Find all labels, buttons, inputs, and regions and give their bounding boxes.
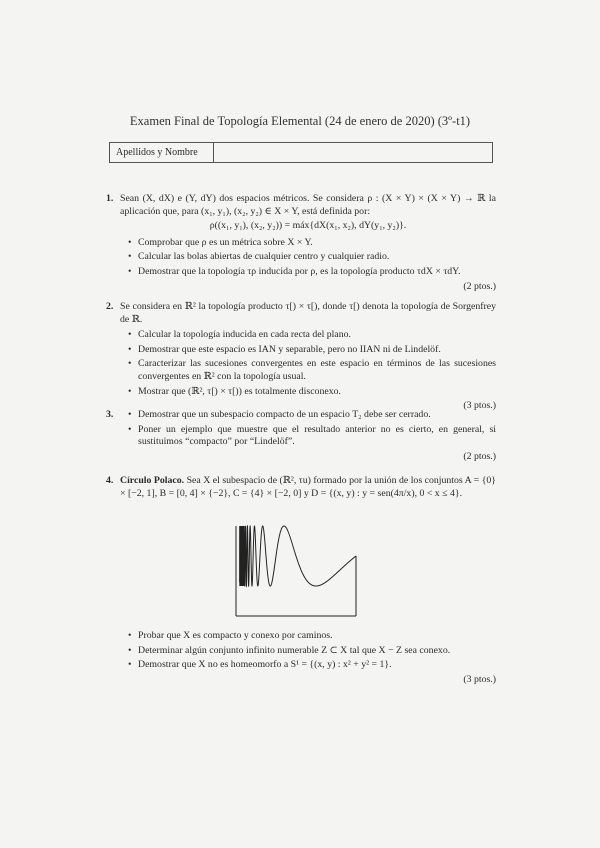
task-item: • Mostrar que (ℝ², τ[) × τ[)) es totalmente disconexo.: [138, 386, 496, 399]
task-item: • Poner un ejemplo que muestre que el resultado anterior no es cierto, en general, si sustituimos “compacto” por “Lindelöf”.: [138, 424, 496, 449]
task-item: • Demostrar que la topología τρ inducida por ρ, es la topología producto τdX × τdY.: [138, 266, 496, 279]
problem-statement: Sean (X, dX) e (Y, dY) dos espacios métricos. Se considera ρ : (X × Y) × (X × Y) → ℝ la aplicación que, para (x₁, y₁), (x₂, y₂) ∈ X × Y, está definida por:: [120, 193, 496, 217]
task-item: • Demostrar que X no es homeomorfo a S¹ = {(x, y) : x² + y² = 1}.: [138, 659, 496, 672]
problem-4-tasks: [106, 630, 496, 686]
points-label: (2 ptos.): [463, 280, 496, 292]
problem-1: [106, 193, 496, 293]
task-item: • Calcular la topología inducida en cada recta del plano.: [138, 329, 496, 342]
problem-title: Círculo Polaco.: [120, 475, 185, 486]
task-item: • Comprobar que ρ es un métrica sobre X × Y.: [138, 237, 496, 250]
task-item: • Caracterizar las sucesiones convergentes en este espacio en términos de las sucesiones convergentes en ℝ² con la topología usual.: [138, 358, 496, 383]
problem-number: 3.: [106, 409, 114, 420]
problem-statement-wrap: [120, 475, 496, 500]
problem-statement: Se considera en ℝ² la topología producto τ[) × τ[), donde τ[) denota la topología de Sorgenfrey de ℝ.: [120, 301, 496, 325]
exam-title: Examen Final de Topología Elemental (24 de enero de 2020) (3º-t1): [129, 114, 471, 128]
task-item: • Demostrar que este espacio es IAN y separable, pero no IIAN ni de Lindelöf.: [138, 344, 496, 357]
metric-formula: ρ((x₁, y₁), (x₂, y₂)) = máx{dX(x₁, x₂), dY(y₁, y₂)}.: [209, 220, 407, 232]
points-label: (2 ptos.): [463, 450, 496, 462]
task-list: [120, 409, 496, 449]
problem-statement: Sea X el subespacio de (ℝ², τu) formado por la unión de los conjuntos A = {0} × [−2, 1], B = [0, 4] × {−2}, C = {4} × [−2, 0] y D = {(x, y) : y = sen(4π/x), 0 < x ≤ 4}.: [120, 475, 496, 499]
warsaw-circle-figure: [228, 520, 364, 632]
task-item: • Determinar algún conjunto infinito numerable Z ⊂ X tal que X − Z sea conexo.: [138, 645, 496, 658]
points-label: (3 ptos.): [463, 673, 496, 685]
task-list: [120, 237, 496, 279]
problem-4: [106, 475, 496, 500]
task-item: • Calcular las bolas abiertas de cualquier centro y cualquier radio.: [138, 251, 496, 264]
name-field-label: Apellidos y Nombre: [110, 143, 214, 162]
problem-number: 4.: [106, 475, 114, 486]
problem-number: 2.: [106, 301, 114, 312]
sine-curve: [240, 526, 356, 586]
task-item: • Probar que X es compacto y conexo por caminos.: [138, 630, 496, 643]
name-field-box: [109, 142, 493, 163]
task-list: [120, 630, 496, 672]
problem-2: [106, 301, 496, 413]
problem-3: [106, 409, 496, 463]
problem-number: 1.: [106, 193, 114, 204]
task-item: • Demostrar que un subespacio compacto de un espacio T₂ debe ser cerrado.: [138, 409, 496, 422]
task-list: [120, 329, 496, 398]
points-label: (3 ptos.): [463, 400, 496, 412]
